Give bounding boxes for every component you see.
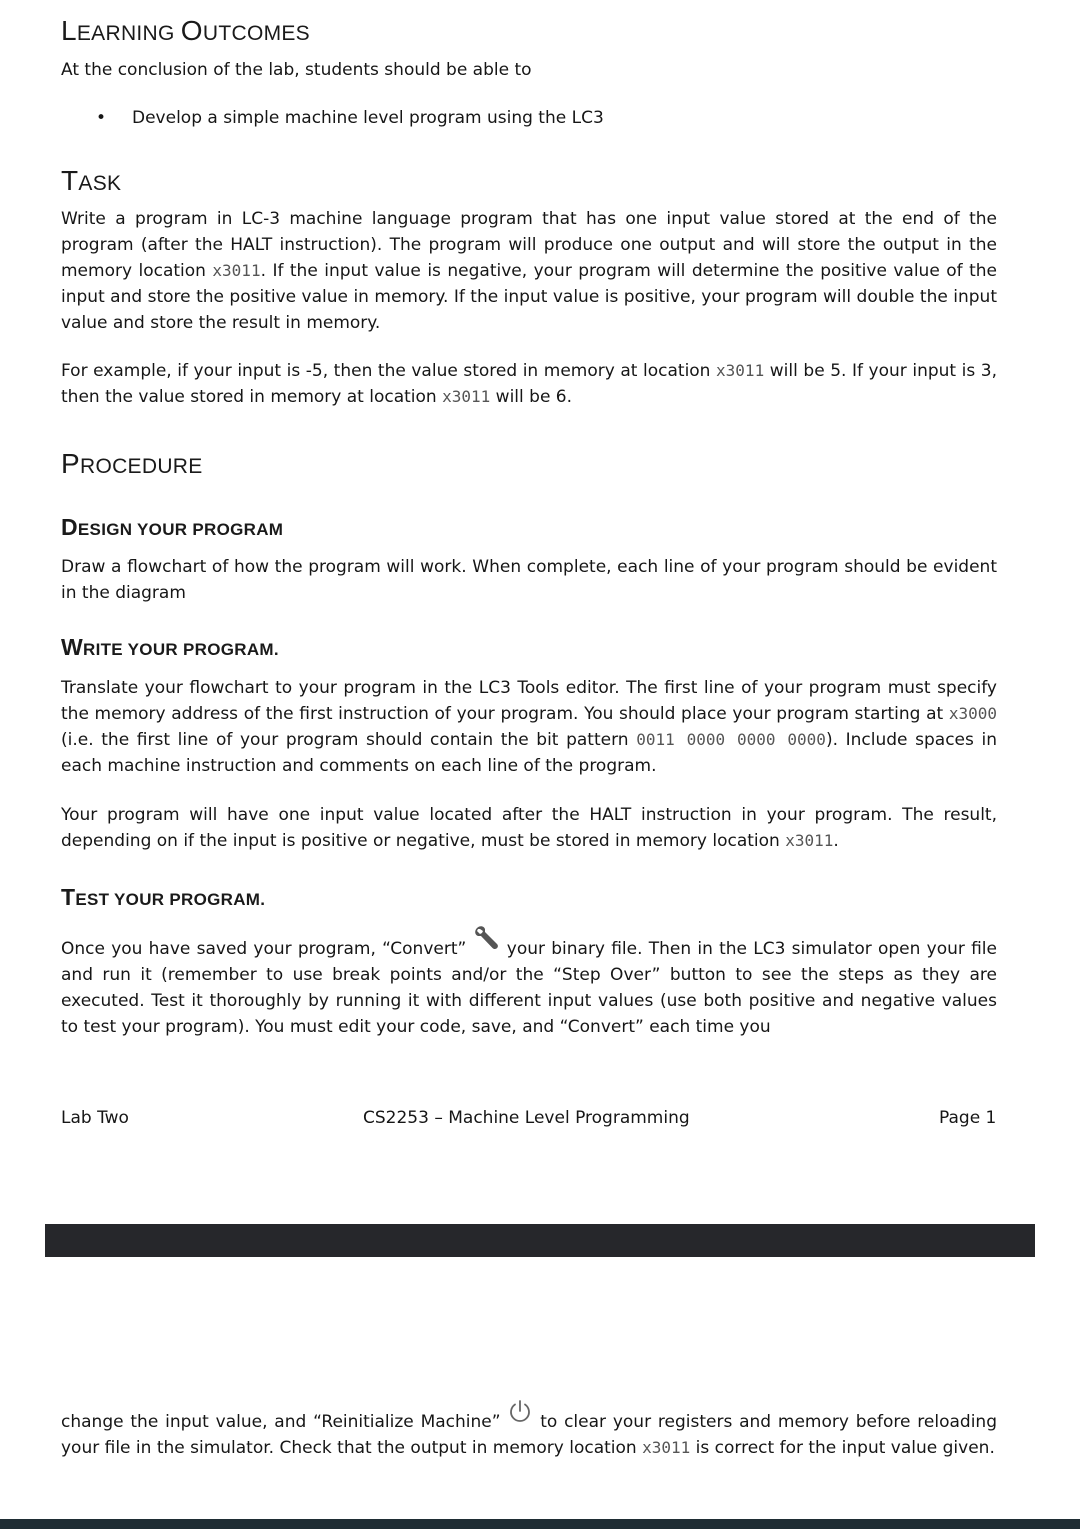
footer-left: Lab Two [61,1108,129,1128]
code-address: x3000 [948,704,997,723]
code-bit-pattern: 0011 0000 0000 0000 [636,730,826,749]
code-address: x3011 [642,1438,691,1457]
page-break-divider [45,1224,1035,1257]
test-heading: TEST YOUR PROGRAM. [61,884,266,910]
task-paragraph-1: Write a program in LC-3 machine language program that has one input value stored at the end of the program (after the HALT instruction). The program will produce one output and will store the output in the memory location x3011. If the input value is negative, your program will determine the positive value of the input and store the positive value in memory. If the input value is positive, your program will double the input value and store the result in memory. [61,209,997,333]
learning-outcomes-heading: LEARNING OUTCOMES [61,15,310,46]
code-address: x3011 [785,831,834,850]
design-heading: DESIGN YOUR PROGRAM [61,514,284,540]
footer-center: CS2253 – Machine Level Programming [363,1108,690,1128]
code-address: x3011 [716,361,765,380]
viewer-bottom-bar [0,1519,1080,1529]
task-heading: TASK [61,165,122,196]
procedure-heading: PROCEDURE [61,448,203,479]
design-paragraph: Draw a flowchart of how the program will work. When complete, each line of your program should be evident in the diagram [61,557,997,603]
code-address: x3011 [442,387,491,406]
wrench-icon [473,925,501,959]
footer-page-number: Page 1 [939,1108,997,1128]
write-paragraph-2: Your program will have one input value located after the HALT instruction in your program. The result, depending on if the input is positive or negative, must be stored in memory location x3011. [61,805,997,851]
list-item [96,105,604,131]
code-address: x3011 [212,261,261,280]
bullet-text: Develop a simple machine level program using the LC3 [132,108,604,128]
task-paragraph-2: For example, if your input is -5, then the value stored in memory at location x3011 will be 5. If your input is 3, then the value stored in memory at location x3011 will be 6. [61,361,997,407]
test-paragraph-1: Once you have saved your program, “Convert” your binary file. Then in the LC3 simulator open your file and run it (remember to use break points and/or the “Step Over” button to see the steps as they are executed. Test it thoroughly by running it with different input values (use both positive and negative values to test your program). You must edit your code, save, and “Convert” each time you [61,936,997,1040]
power-icon [507,1398,533,1432]
bullet-icon: • [96,108,107,128]
write-paragraph-1: Translate your flowchart to your program in the LC3 Tools editor. The first line of your program must specify the memory address of the first instruction of your program. You should place your program starting at x3000 (i.e. the first line of your program should contain the bit pattern 0011 0000 0000 0000). Include spaces in each machine instruction and comments on each line of the program. [61,678,997,776]
write-heading: WRITE YOUR PROGRAM. [61,634,279,660]
test-paragraph-2: change the input value, and “Reinitialize Machine” to clear your registers and memory before reloading your file in the simulator. Check that the output in memory location x3011 is correct for the input value given. [61,1409,997,1461]
learning-outcomes-intro: At the conclusion of the lab, students should be able to [61,60,532,80]
